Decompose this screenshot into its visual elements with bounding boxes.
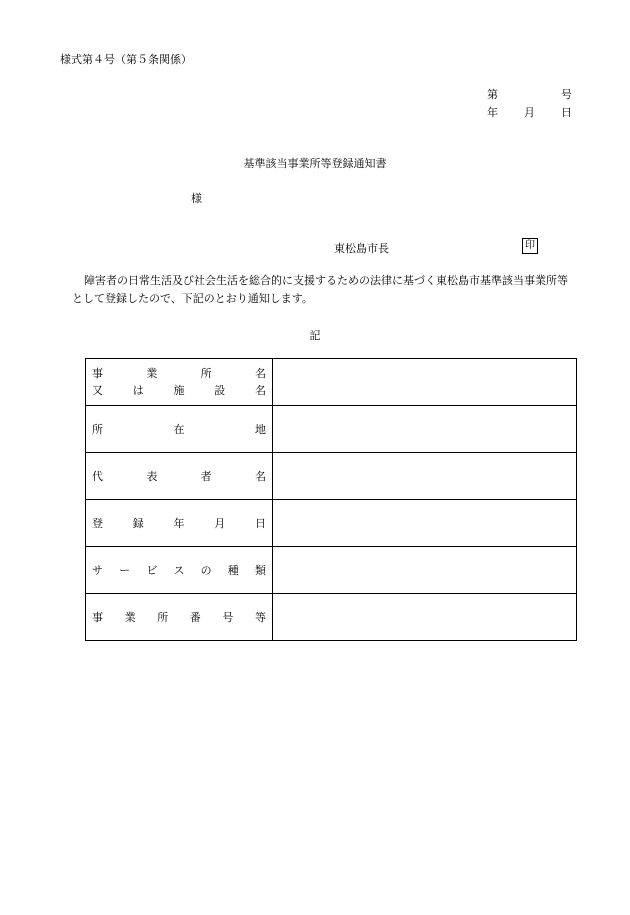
label-char: 年: [173, 516, 185, 530]
row-label-line: [92, 382, 266, 399]
seal-mark: 印: [522, 238, 538, 254]
label-char: 在: [173, 422, 185, 436]
label-char: 録: [132, 516, 144, 530]
label-char: 所: [157, 610, 169, 624]
label-char: 表: [146, 469, 158, 483]
label-char: 業: [124, 610, 136, 624]
table-row: [86, 547, 577, 594]
registration-table: [85, 358, 577, 641]
document-title: 基準該当事業所等登録通知書: [243, 157, 387, 170]
row-label: [86, 547, 273, 594]
form-number: 様式第４号（第５条関係）: [60, 53, 192, 66]
label-char: ビ: [146, 563, 158, 577]
label-char: 類: [254, 563, 266, 577]
label-char: 所: [92, 422, 103, 436]
row-label: [86, 500, 273, 547]
label-char: 名: [255, 384, 266, 397]
row-label-line: [92, 515, 266, 532]
label-char: は: [132, 384, 144, 397]
row-value-cell[interactable]: [273, 594, 577, 641]
label-char: 地: [255, 422, 266, 436]
number-suffix: 号: [561, 88, 572, 101]
number-prefix: 第: [487, 88, 498, 101]
row-label-line: [92, 421, 266, 438]
label-char: 事: [92, 367, 103, 380]
label-char: 所: [200, 367, 212, 380]
label-char: 号: [222, 610, 234, 624]
row-label: [86, 359, 273, 406]
label-char: 登: [92, 516, 103, 530]
row-label-line: [92, 562, 266, 579]
label-char: 等: [254, 610, 266, 624]
label-char: サ: [92, 563, 103, 577]
row-value-cell[interactable]: [273, 500, 577, 547]
date-year-label: 年: [487, 106, 498, 119]
row-label: [86, 453, 273, 500]
row-label: [86, 406, 273, 453]
label-char: 施: [173, 384, 185, 397]
date-line: [487, 104, 572, 120]
label-char: 代: [92, 469, 103, 483]
label-char: の: [200, 563, 212, 577]
row-value-cell[interactable]: [273, 547, 577, 594]
notice-body: 障害者の日常生活及び社会生活を総合的に支援するための法律に基づく東松島市基準該当事業所等として登録したので、下記のとおり通知します。: [72, 274, 568, 305]
row-label-line: [92, 609, 266, 626]
date-day-label: 日: [561, 106, 572, 119]
row-label-line: [92, 468, 266, 485]
issuer-name: 東松島市長: [334, 242, 389, 255]
label-char: 業: [146, 367, 158, 380]
document-number-line: [487, 86, 572, 102]
label-char: 番: [189, 610, 201, 624]
table-row: [86, 500, 577, 547]
label-char: 月: [214, 516, 226, 530]
table-row: [86, 406, 577, 453]
table-row: [86, 359, 577, 406]
label-char: 又: [92, 384, 103, 397]
label-char: 者: [200, 469, 212, 483]
label-char: 設: [214, 384, 226, 397]
label-char: 名: [254, 367, 266, 380]
row-value-cell[interactable]: [273, 453, 577, 500]
addressee-suffix: 様: [191, 192, 202, 205]
label-char: 種: [227, 563, 239, 577]
row-label-line: [92, 365, 266, 382]
table-row: [86, 453, 577, 500]
label-char: 名: [254, 469, 266, 483]
row-value-cell[interactable]: [273, 359, 577, 406]
label-char: ス: [173, 563, 185, 577]
label-char: 事: [92, 610, 103, 624]
row-label: [86, 594, 273, 641]
label-char: ー: [119, 563, 131, 577]
date-month-label: 月: [524, 106, 535, 119]
label-char: 日: [255, 516, 266, 530]
row-value-cell[interactable]: [273, 406, 577, 453]
table-row: [86, 594, 577, 641]
ki-heading: 記: [309, 329, 321, 342]
